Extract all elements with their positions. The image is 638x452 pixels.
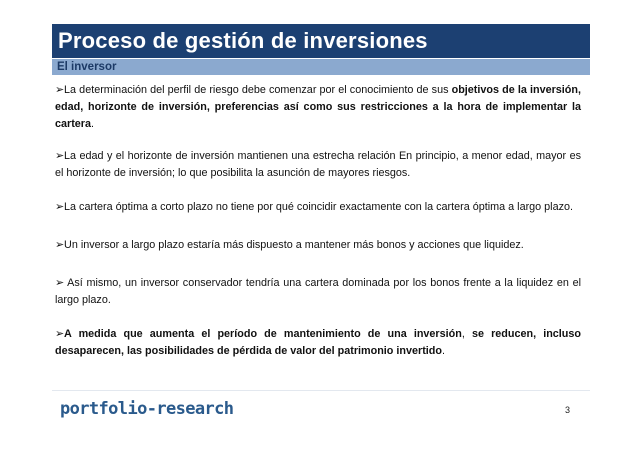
bullet-arrow-icon: ➢ <box>55 201 65 213</box>
paragraph-text: Así mismo, un inversor conservador tendría una cartera dominada por los bonos frente a la liquidez en el largo plazo. <box>55 277 581 306</box>
paragraph-text: Un inversor a largo plazo estaría más dispuesto a mantener más bonos y acciones que liquidez. <box>64 239 524 251</box>
paragraph-text-bold: A medida que aumenta el período de mantenimiento de una inversión <box>64 328 462 340</box>
slide-title: Proceso de gestión de inversiones <box>58 28 428 53</box>
bullet-paragraph <box>55 275 581 309</box>
portfolio-research-logo <box>58 396 238 420</box>
page-number: 3 <box>564 405 570 415</box>
bullet-arrow-icon: ➢ <box>55 239 65 251</box>
section-title: El inversor <box>57 61 117 73</box>
paragraph-text: . <box>91 118 95 130</box>
paragraph-text: , <box>461 328 472 340</box>
bullet-paragraph <box>55 326 581 360</box>
paragraph-text-bold: objetivos de la inversión, edad, horizonte de inversión, preferencias así como sus restricciones a la hora de implementar la cartera <box>55 84 581 130</box>
paragraph-text: La edad y el horizonte de inversión mantienen una estrecha relación En principio, a menor edad, mayor es el horizonte de inversión; lo que posibilita la asunción de mayores riesgos. <box>55 150 581 179</box>
bullet-paragraph <box>55 199 581 216</box>
paragraph-text: La cartera óptima a corto plazo no tiene por qué coincidir exactamente con la cartera óptima a largo plazo. <box>64 201 573 213</box>
section-bar <box>52 59 590 75</box>
paragraph-text: . <box>442 345 445 357</box>
paragraph-text-bold: se reducen, incluso desaparecen, las posibilidades de pérdida de valor del patrimonio invertido <box>55 328 582 357</box>
logo-text: portfolio-research <box>60 399 234 419</box>
bullet-paragraph <box>55 148 581 182</box>
paragraph-text: La determinación del perfil de riesgo debe comenzar por el conocimiento de sus <box>64 84 452 96</box>
bullet-arrow-icon: ➢ <box>55 84 65 96</box>
bullet-paragraph <box>55 237 581 254</box>
bullet-arrow-icon: ➢ <box>55 277 65 289</box>
bullet-paragraph <box>55 82 581 133</box>
footer-divider <box>52 390 590 391</box>
title-bar <box>52 24 590 58</box>
bullet-arrow-icon: ➢ <box>55 150 65 162</box>
bullet-arrow-icon: ➢ <box>55 328 65 340</box>
